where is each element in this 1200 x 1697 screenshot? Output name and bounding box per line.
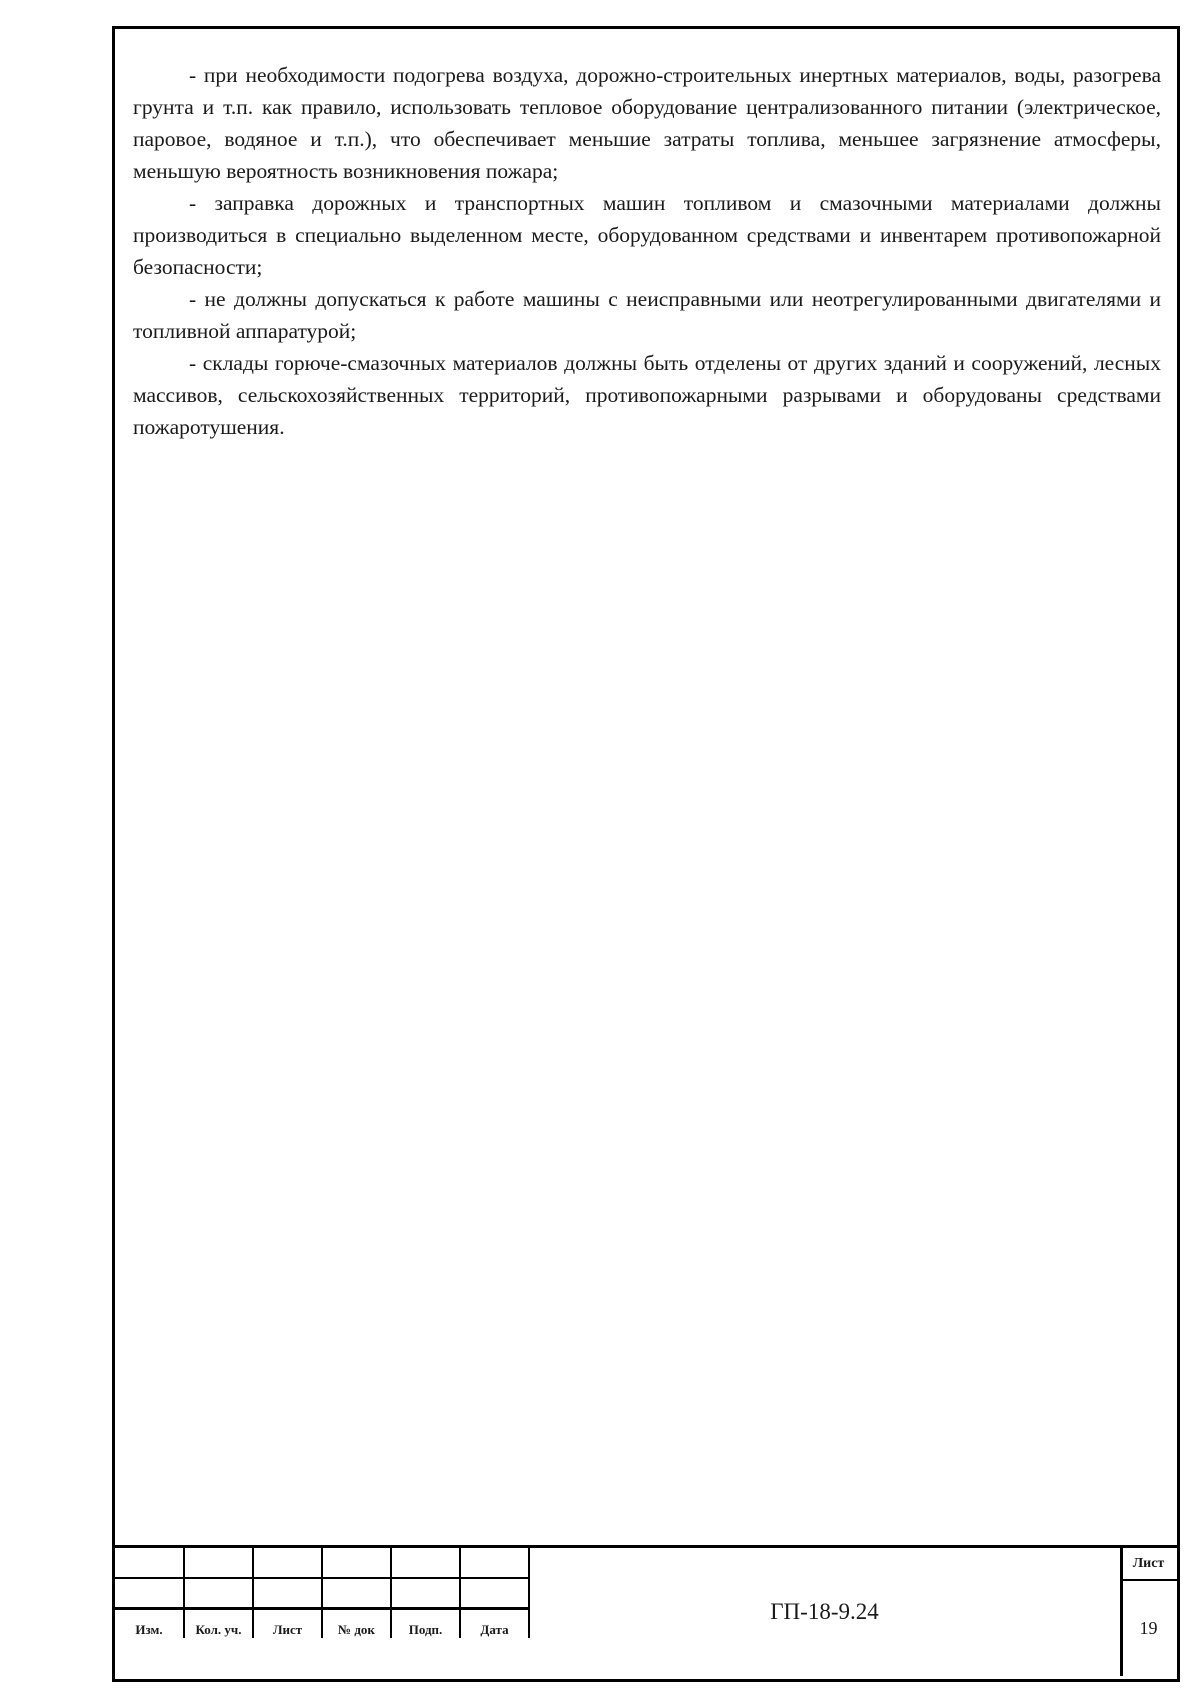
revision-cell: [460, 1548, 529, 1578]
revision-cell: [322, 1548, 391, 1578]
document-designation: ГП-18-9.24: [529, 1548, 1123, 1676]
paragraph: - склады горюче-смазочных материалов должны быть отделены от других зданий и сооружений, лесных массивов, сельскохозяйственных территорий, противопожарными разрывами и оборудованы средствами пожаротушения.: [133, 351, 1161, 439]
revision-cell: [391, 1578, 460, 1608]
revision-table: [115, 1548, 530, 1638]
revision-cell: [253, 1548, 322, 1578]
column-header-izm: Изм.: [115, 1608, 184, 1638]
column-header-list: Лист: [253, 1608, 322, 1638]
column-header-n-dok: № док: [322, 1608, 391, 1638]
revision-cell: [460, 1578, 529, 1608]
column-header-data: Дата: [460, 1608, 529, 1638]
column-header-podp: Подп.: [391, 1608, 460, 1638]
page-frame: [112, 26, 1180, 1682]
revision-cell: [391, 1548, 460, 1578]
column-header-kol-uch: Кол. уч.: [184, 1608, 253, 1638]
sheet-number: 19: [1139, 1618, 1158, 1638]
title-block: [115, 1545, 1177, 1679]
paragraph: - заправка дорожных и транспортных машин топливом и смазочными материалами должны производиться в специально выделенном месте, оборудованном средствами и инвентарем противопожарной безопасности;: [133, 191, 1161, 279]
revision-cell: [322, 1578, 391, 1608]
revision-cell: [184, 1548, 253, 1578]
paragraph: - при необходимости подогрева воздуха, дорожно-строительных инертных материалов, воды, разогрева грунта и т.п. как правило, использовать тепловое оборудование централизованного питании (электрическое, паровое, водяное и т.п.), что обеспечивает меньшие затраты топлива, меньшее загрязнение атмосферы, меньшую вероятность возникновения пожара;: [133, 63, 1161, 183]
revision-cell: [115, 1548, 184, 1578]
document-body: [133, 59, 1161, 443]
revision-cell: [253, 1578, 322, 1608]
revision-cell: [115, 1578, 184, 1608]
revision-cell: [184, 1578, 253, 1608]
sheet-label: Лист: [1120, 1548, 1177, 1581]
paragraph: - не должны допускаться к работе машины с неисправными или неотрегулированными двигателями и топливной аппаратурой;: [133, 287, 1161, 343]
